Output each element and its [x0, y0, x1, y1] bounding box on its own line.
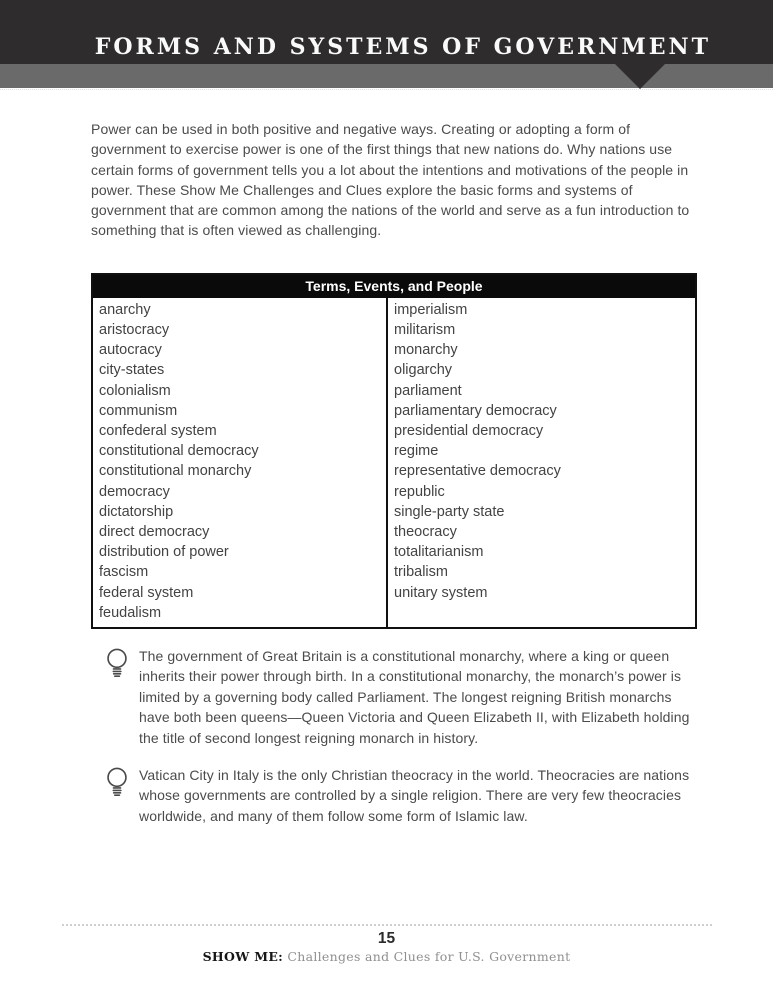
term-item: democracy [99, 483, 170, 500]
term-item: fascism [99, 564, 149, 581]
tip-item [104, 646, 701, 748]
tip-text: Vatican City in Italy is the only Christian theocracy in the world. Theocracies are nations whose governments are controlled by a single religion. There are very few theocracies worldwide, and many of them follow some form of Islamic law. [139, 767, 690, 824]
term-item: oligarchy [394, 362, 453, 379]
table-title: Terms, Events, and People [93, 275, 695, 298]
page-body [0, 88, 773, 843]
term-item: monarchy [394, 342, 458, 359]
term-item: single-party state [394, 503, 505, 520]
term-item: constitutional democracy [99, 443, 259, 460]
term-item: tribalism [394, 564, 448, 581]
term-item: dictatorship [99, 503, 174, 520]
intro-paragraph: Power can be used in both positive and negative ways. Creating or adopting a form of government to exercise power is one of the first things that new nations do. Why nations use certain forms of government tells you a lot about the intentions and motivations of the people in power. These Show Me Challenges and Clues explore the basic forms and systems of government that are common among the nations of the world and serve as a fun introduction to something that is often viewed as challenging. [91, 121, 690, 239]
term-item: unitary system [394, 584, 488, 601]
term-item: representative democracy [394, 463, 561, 480]
term-item: regime [394, 443, 439, 460]
term-item: militarism [394, 321, 456, 338]
imprint-subtitle: Challenges and Clues for U.S. Government [283, 949, 571, 964]
term-item: constitutional monarchy [99, 463, 252, 480]
term-item: aristocracy [99, 321, 170, 338]
page-title: FORMS AND SYSTEMS OF GOVERNMENT [94, 34, 711, 60]
imprint-series-label: SHOW ME: [202, 949, 284, 964]
table-body [93, 298, 695, 627]
footer-divider [62, 924, 712, 926]
terms-table [91, 273, 697, 629]
term-item: federal system [99, 584, 194, 601]
terms-column-right [388, 298, 695, 627]
term-item: autocracy [99, 342, 162, 359]
term-item: parliament [394, 382, 462, 399]
terms-column-left [93, 298, 388, 627]
term-item: anarchy [99, 301, 151, 318]
term-item: republic [394, 483, 445, 500]
term-item: confederal system [99, 423, 217, 439]
term-item: theocracy [394, 524, 457, 541]
tip-text: The government of Great Britain is a constitutional monarchy, where a king or queen inherits their power through birth. In a constitutional monarchy, the monarch’s power is limited by a governing body called Parliament. The longest reigning British monarchs have both been queens—Queen Victoria and Queen Elizabeth II, with Elizabeth holding the title of second longest reigning monarch in history. [139, 648, 690, 746]
page-number: 15 [377, 930, 396, 947]
lightbulb-icon [104, 767, 130, 800]
term-item: totalitarianism [394, 544, 484, 561]
term-item: colonialism [99, 382, 171, 399]
term-item: city-states [99, 362, 165, 379]
term-item: parliamentary democracy [394, 402, 557, 419]
header-arrow-decoration [615, 64, 665, 89]
term-item: feudalism [99, 604, 162, 621]
imprint [0, 949, 773, 964]
term-item: imperialism [394, 301, 468, 318]
term-item: distribution of power [99, 544, 229, 561]
term-item: presidential democracy [394, 423, 544, 439]
term-item: communism [99, 402, 178, 419]
tips-section [91, 646, 701, 826]
tip-item [104, 765, 701, 826]
header-dark-band [0, 0, 773, 64]
term-item: direct democracy [99, 524, 210, 541]
lightbulb-icon [104, 648, 130, 681]
